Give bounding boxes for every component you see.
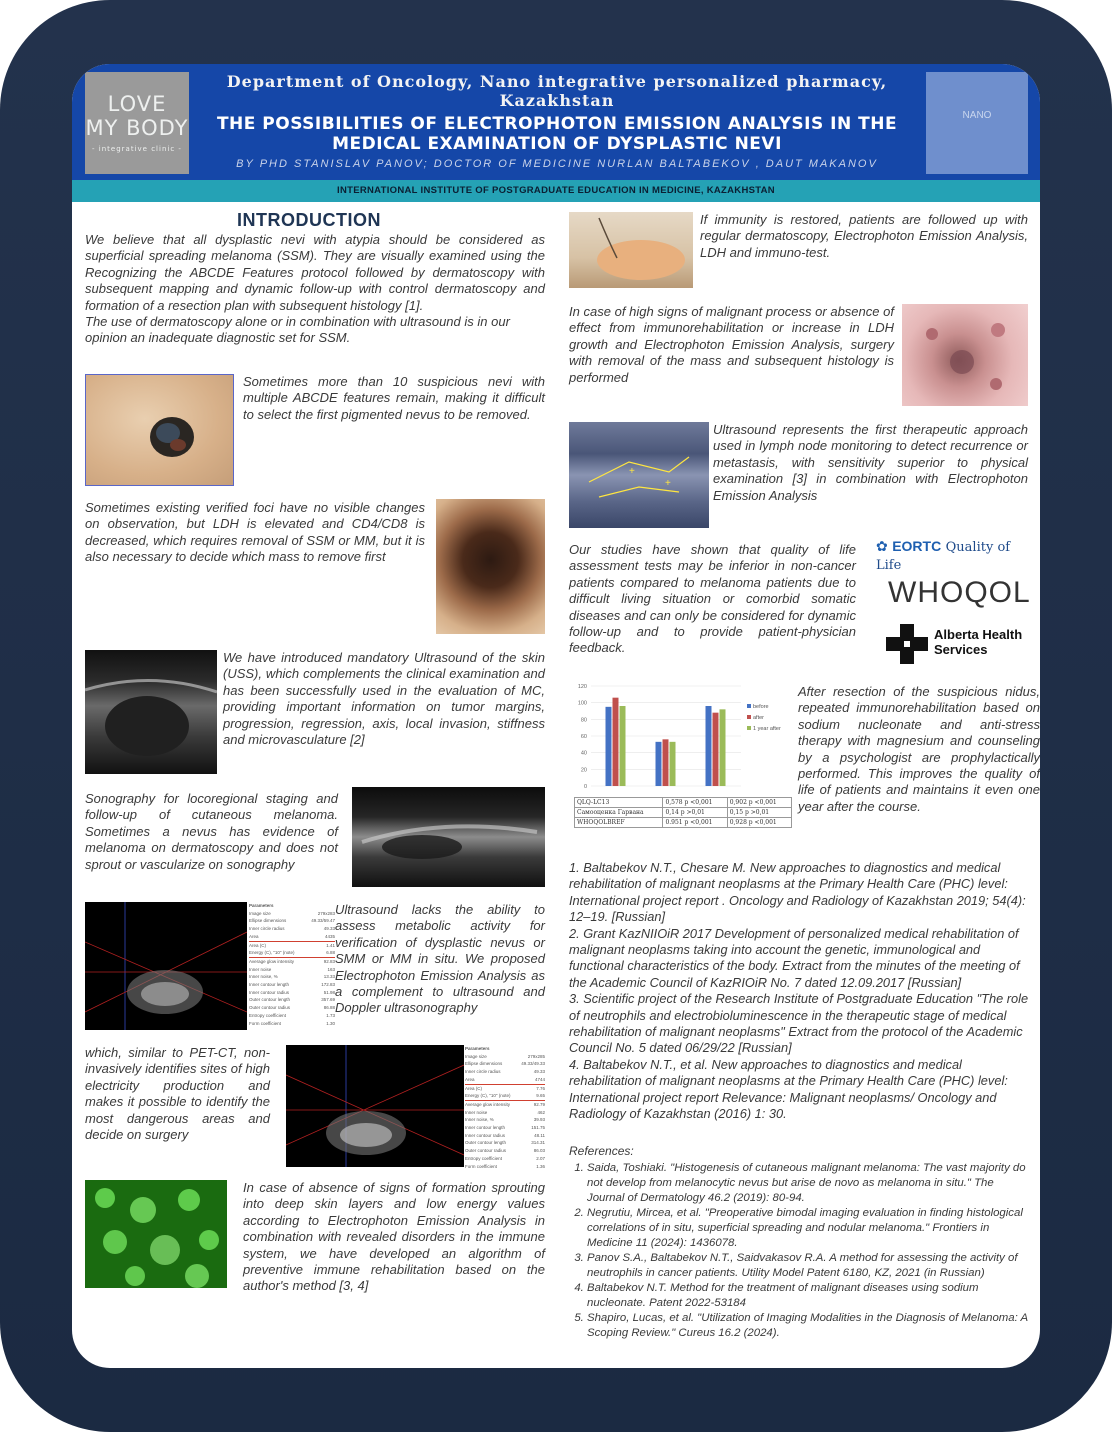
- institute-banner: [72, 180, 1040, 202]
- bar: [613, 698, 619, 786]
- table-cell: 0.951 p <0,001: [663, 818, 727, 828]
- param-row: [465, 1068, 545, 1076]
- eortc-logo: [876, 538, 1036, 573]
- legend-label: after: [753, 715, 765, 721]
- param-value: 1.73: [326, 1012, 335, 1018]
- param-row: [465, 1116, 545, 1124]
- logo-line: LOVE: [107, 92, 167, 116]
- param-label: Ellipse dimensions: [465, 1061, 503, 1067]
- param-row: [465, 1101, 545, 1109]
- y-tick-label: 120: [577, 684, 587, 690]
- param-label: Inner contour length: [249, 982, 290, 988]
- bar: [620, 706, 626, 786]
- ultrasound-texture: [85, 650, 217, 774]
- nevus-closeup-photo: [436, 499, 545, 634]
- lymph-node-text: Ultrasound represents the first therapeutic approach used in lymph node monitoring to detect recurrence or metastasis, with sensitivity superior to physical examination [3] in combination with Electrophoton Emission Analysis: [713, 422, 1028, 503]
- param-label: Area (C): [249, 942, 267, 948]
- references-title: References:: [569, 1144, 634, 1158]
- param-value: 2.07: [536, 1155, 545, 1161]
- table-row: [575, 798, 792, 808]
- sonography-image: [352, 787, 545, 887]
- table-row: [575, 808, 792, 818]
- param-label: Outer contour radius: [249, 1005, 291, 1011]
- intro-text-2: The use of dermatoscopy alone or in combination with ultrasound is in our opinion an inadequate diagnostic set for SSM.: [85, 314, 510, 346]
- svg-text:+: +: [629, 466, 635, 477]
- reference-entry: 3. Panov S.A., Baltabekov N.T., Saidvakasov R.A. A method for assessing the activity of neutrophils in cancer patients. Utility Model Patent 6180, KZ, 2021 (in Russian): [587, 1251, 1029, 1281]
- alberta-line: Services: [934, 642, 988, 657]
- param-label: Inner noise: [249, 966, 272, 972]
- param-label: Inner circle radius: [465, 1069, 501, 1075]
- param-label: Energy (C), "10" (note): [465, 1093, 511, 1099]
- table-row: [575, 818, 792, 828]
- param-rows: [249, 910, 335, 1028]
- param-label: Inner contour radius: [465, 1132, 506, 1138]
- param-row: [249, 981, 335, 989]
- nevus-lesion: [86, 375, 233, 485]
- absence-signs-text: In case of absence of signs of formation sprouting into deep skin layers and low energy values according to Electrophoton Emission Analysis in combination with revealed disorders in the immune system, we have developed an algorithm of preventive immune rehabilitation based on the author's method [3, 4]: [243, 1180, 545, 1294]
- logo-text: NANO: [962, 110, 992, 121]
- param-title: Parameters: [249, 903, 274, 908]
- param-value: 6.88: [326, 950, 335, 956]
- fluorescence-cells: [85, 1180, 227, 1288]
- param-value: 163: [327, 966, 335, 972]
- param-label: Average glow intensity: [465, 1101, 510, 1107]
- logo-line: MY BODY: [85, 116, 189, 140]
- after-resection-text: After resection of the suspicious nidus, repeated immunorehabilitation based on sodium nucleonate and anti-stress therapy with magnesium and counseling by a psychologist are prophylactically performed. This improves the quality of life of patients and maintains it even one year after the course.: [798, 684, 1040, 814]
- skin-ultrasound-image: [85, 650, 217, 774]
- alberta-text: [934, 627, 1022, 657]
- param-label: Image size: [465, 1053, 487, 1059]
- reference-item: 2. Grant KazNIIOiR 2017 Development of personalized medical rehabilitation of malignant neoplasms taking into account the genetic, immunological and functional characteristics of the body. Extract from the minutes of the meeting of the Academic Council of KazRIOiR No. 7 dated 12.09.2017 [Russian]: [569, 925, 1020, 990]
- param-row: [465, 1139, 545, 1147]
- param-row: [249, 917, 335, 925]
- references-list: [569, 1144, 1029, 1341]
- love-my-body-logo: [85, 72, 189, 174]
- svg-text:+: +: [665, 478, 671, 489]
- param-value: 49.33/49.33: [521, 1061, 545, 1067]
- quality-of-life-text: Our studies have shown that quality of life assessment tests may be inferior in non-cancer patients compared to melanoma patients due to difficult living situation or comorbid somatic diseases and can only be considered for dynamic follow-up and to provide patient-physician feedback.: [569, 542, 856, 656]
- param-label: Form coefficient: [465, 1163, 497, 1169]
- sonography-text: Sonography for locoregional staging and follow-up of cutaneous melanoma. Sometimes a nevus has evidence of melanoma on dermatoscopy and does not sprout or vascularize on sonography: [85, 791, 338, 872]
- intro-paragraph: [85, 232, 545, 347]
- whoqol-logo: WHOQOL: [888, 576, 1031, 609]
- reference-entry: 4. Baltabekov N.T. Method for the treatment of malignant diseases using sodium nucleonate. Patent 2022-53184: [587, 1281, 1029, 1311]
- bar: [606, 707, 612, 786]
- lymph-node-ultrasound: [569, 422, 709, 528]
- histology-texture: [902, 304, 1028, 406]
- param-row: [249, 996, 335, 1004]
- table-cell: Самооценка Гарвана: [575, 808, 663, 818]
- table-cell: 0,15 p >0,01: [727, 808, 791, 818]
- param-value: 13.33: [323, 974, 335, 980]
- y-tick-label: 80: [580, 717, 587, 724]
- param-value: 39.93: [533, 1117, 545, 1123]
- param-value: 49.33/59.47: [311, 918, 335, 924]
- eea-scan-image-2: [286, 1045, 464, 1167]
- eea-scan-glow-2: [286, 1045, 464, 1167]
- legend-swatch: [747, 715, 751, 719]
- param-value: 48.11: [534, 1132, 545, 1138]
- bar: [656, 742, 662, 786]
- param-value: 92.83: [323, 958, 335, 964]
- param-value: 279x283: [317, 910, 335, 916]
- lymph-node-markers: [569, 422, 709, 528]
- alberta-health-logo: [886, 624, 1036, 664]
- eortc-subtitle: Quality of Life: [876, 540, 1011, 573]
- param-label: Inner circle radius: [249, 926, 285, 932]
- param-label: Entropy coefficient: [249, 1012, 286, 1018]
- param-label: Inner noise, %: [465, 1117, 494, 1123]
- param-value: 279x285: [527, 1053, 545, 1059]
- y-tick-label: 0: [583, 784, 587, 790]
- param-row: [465, 1132, 545, 1140]
- table-cell: WHOQOLBREF: [575, 818, 663, 828]
- param-row: [249, 1004, 335, 1012]
- poster-title: THE POSSIBILITIES OF ELECTROPHOTON EMISSION ANALYSIS IN THE MEDICAL EXAMINATION OF DYSPLASTIC NEVI: [216, 114, 898, 154]
- fluorescence-microscopy-image: [85, 1180, 227, 1288]
- bar: [706, 706, 712, 786]
- nevus-photo: [85, 374, 234, 486]
- param-value: 1.30: [326, 1020, 335, 1026]
- param-row: [249, 973, 335, 981]
- quality-bar-chart: [569, 678, 791, 803]
- param-value: 49.33: [533, 1069, 545, 1075]
- suspicious-nevi-text: Sometimes more than 10 suspicious nevi with multiple ABCDE features remain, making it difficult to select the first pigmented nevus to be removed.: [243, 374, 545, 422]
- param-value: 7.76: [536, 1085, 545, 1091]
- uss-text: We have introduced mandatory Ultrasound of the skin (USS), which complements the clinical examination and has been successfully used in the evaluation of MC, providing important information on tumor margins, progression, regression, axis, local invasion, stiffness and microvasculature [2]: [223, 650, 545, 748]
- param-row: [465, 1147, 545, 1155]
- param-row: [465, 1076, 545, 1084]
- param-value: 4744: [534, 1076, 545, 1082]
- eea-parameters-table-2: [465, 1045, 545, 1167]
- param-row: [249, 910, 335, 918]
- eea-scan-glow: [85, 902, 247, 1030]
- param-row: [249, 989, 335, 997]
- param-label: Inner contour radius: [249, 989, 290, 995]
- bar: [720, 709, 726, 786]
- param-value: 4435: [324, 933, 335, 939]
- param-row: [249, 1020, 335, 1028]
- param-row: [465, 1163, 545, 1171]
- param-label: Form coefficient: [249, 1020, 281, 1026]
- param-value: 172.83: [321, 982, 335, 988]
- param-label: Outer contour length: [249, 997, 291, 1003]
- eea-parameters-table-1: [249, 902, 335, 1030]
- param-label: Energy (C), "10" (note): [249, 950, 295, 956]
- bar: [713, 713, 719, 786]
- quality-correlation-table: [574, 797, 792, 828]
- param-rows: [465, 1053, 545, 1171]
- param-row: [249, 1012, 335, 1020]
- histology-image: [902, 304, 1028, 406]
- header-banner: [72, 64, 1040, 180]
- param-value: 92.79: [533, 1101, 545, 1107]
- param-value: 151.75: [531, 1125, 545, 1131]
- table-cell: 0,902 p <0,001: [727, 798, 791, 808]
- param-row: [249, 933, 335, 941]
- reference-entry: 1. Saida, Toshiaki. "Histogenesis of cutaneous malignant melanoma: The vast majority do not develop from melanocytic nevus but arise de novo as melanoma in situ." The Journal of Dermatology 46.2 (2019): 80-94.: [587, 1161, 1029, 1206]
- param-label: Image size: [249, 910, 271, 916]
- param-value: 51.98: [323, 989, 335, 995]
- param-label: Area (C): [465, 1085, 483, 1091]
- department-title: Department of Oncology, Nano integrative personalized pharmacy, Kazakhstan: [226, 72, 888, 110]
- param-row: [249, 966, 335, 974]
- param-label: Outer contour length: [465, 1140, 507, 1146]
- reference-item: 4. Baltabekov N.T., et al. New approaches to diagnostics and medical rehabilitation of malignant neoplasms at the Primary Health Care (PHC) level: International project report Relevance: Malignant neoplasms/ Oncology and Radiology of Kazakhstan (2016) 1: 30.: [569, 1056, 1008, 1122]
- param-value: 1.41: [326, 942, 335, 948]
- y-tick-label: 100: [577, 700, 587, 707]
- bar-chart-svg: [569, 678, 791, 803]
- param-row: [249, 949, 335, 958]
- param-label: Outer contour radius: [465, 1148, 507, 1154]
- legend-label: before: [753, 704, 769, 710]
- param-label: Entropy coefficient: [465, 1155, 502, 1161]
- high-signs-text: In case of high signs of malignant process or absence of effect from immunorehabilitation or increase in LDH growth and Electrophoton Emission Analysis, surgery with removal of the mass and subsequent histology is performed: [569, 304, 894, 385]
- logo-line: - integrative clinic -: [92, 145, 182, 153]
- param-row: [249, 958, 335, 966]
- param-row: [465, 1084, 545, 1093]
- y-tick-label: 60: [580, 734, 587, 740]
- param-label: Ellipse dimensions: [249, 918, 287, 924]
- bar: [670, 742, 676, 786]
- table-cell: 0,928 p <0,001: [727, 818, 791, 828]
- reference-entry: 5. Shapiro, Lucas, et al. "Utilization of Imaging Modalities in the Diagnosis of Melanoma: A Scoping Review." Cureus 16.2 (2024).: [587, 1311, 1029, 1341]
- eortc-name: EORTC: [892, 538, 942, 554]
- reference-item: 1. Baltabekov N.T., Chesare M. New approaches to diagnostics and medical rehabilitation of malignant neoplasms at the Primary Health Care (PHC) level: International project report . Oncology and Radiology of Kazakhstan 2019; 54(4): 12–19. [Russian]: [569, 860, 1026, 925]
- eea-scan-image: [85, 902, 247, 1030]
- param-value: 314.31: [531, 1140, 545, 1146]
- param-row: [465, 1109, 545, 1117]
- param-row: [465, 1124, 545, 1132]
- ultrasound-lacks-text: Ultrasound lacks the ability to assess metabolic activity for verification of dysplastic nevus or SMM or MM in situ. We proposed Electrophoton Emission Analysis as a complement to ultrasound and Doppler ultrasonography: [335, 902, 545, 1016]
- param-row: [249, 925, 335, 933]
- intro-text: We believe that all dysplastic nevi with atypia should be considered as superficial spreading melanoma (SSM). They are visually examined using the Recognizing the ABCDE Features protocol followed by dermatoscopy with subsequent mapping and dynamic follow-up with control dermatoscopy and formation of a resection plan with subsequent histology [1].: [85, 232, 545, 313]
- y-tick-label: 40: [580, 750, 587, 757]
- references-numbered: [569, 860, 1029, 1123]
- param-row: [465, 1155, 545, 1163]
- param-row: [465, 1053, 545, 1061]
- introduction-heading: INTRODUCTION: [237, 210, 381, 230]
- param-row: [465, 1060, 545, 1068]
- table-cell: 0,14 p >0,01: [663, 808, 727, 818]
- alberta-cross-icon: [886, 624, 928, 664]
- param-label: Average glow intensity: [249, 958, 294, 964]
- param-value: 86.88: [323, 1005, 335, 1011]
- reference-item: 3. Scientific project of the Research Institute of Postgraduate Education "The role of neutrophils and electrobioluminescence in the therapeutic stage of medical rehabilitation of malignant neoplasms" Extract from the protocol of the Academic Council No. 5 dated 06/29/22 [Russian]: [569, 991, 1029, 1056]
- legend-label: 1 year after: [753, 726, 781, 732]
- legend-swatch: [747, 704, 751, 708]
- ldh-text: Sometimes existing verified foci have no visible changes on observation, but LDH is elevated and CD4/CD8 is decreased, which requires removal of SSM or MM, but it is also necessary to decide which mass to remove first: [85, 500, 425, 565]
- authors-line: BY PHD STANISLAV PANOV; DOCTOR OF MEDICINE NURLAN BALTABEKOV , DAUT MAKANOV: [236, 158, 878, 170]
- table-cell: 0,578 p <0,001: [663, 798, 727, 808]
- param-value: 9.65: [536, 1093, 545, 1099]
- param-label: Inner noise, %: [249, 974, 278, 980]
- nano-logo: [926, 72, 1028, 174]
- institute-name: INTERNATIONAL INSTITUTE OF POSTGRADUATE EDUCATION IN MEDICINE, KAZAKHSTAN: [337, 185, 775, 196]
- sonography-texture: [352, 787, 545, 887]
- param-value: 49.33: [323, 926, 335, 932]
- table-cell: QLQ-LC13: [575, 798, 663, 808]
- immunity-restored-text: If immunity is restored, patients are followed up with regular dermatoscopy, Electrophoton Emission Analysis, LDH and immuno-test.: [700, 212, 1028, 260]
- param-value: 462: [537, 1109, 545, 1115]
- bar: [663, 739, 669, 786]
- param-value: 86.03: [533, 1148, 545, 1154]
- poster: [72, 64, 1040, 1368]
- param-row: [465, 1092, 545, 1101]
- param-label: Inner contour length: [465, 1125, 506, 1131]
- param-value: 357.69: [321, 997, 335, 1003]
- param-label: Inner noise: [465, 1109, 488, 1115]
- y-tick-label: 20: [580, 767, 587, 774]
- eortc-icon: ✿: [876, 538, 888, 554]
- alberta-line: Alberta Health: [934, 627, 1023, 642]
- biopsy-photo: [569, 212, 693, 288]
- param-row: [249, 941, 335, 950]
- param-title: Parameters: [465, 1046, 490, 1051]
- param-label: Area: [465, 1076, 475, 1082]
- param-label: Area: [249, 933, 259, 939]
- pet-ct-text: which, similar to PET-CT, non-invasively identifies sites of high electricity production and makes it possible to identify the most dangerous areas and decide on surgery: [85, 1045, 270, 1143]
- biopsy-specimen: [569, 212, 693, 288]
- reference-entry: 2. Negrutiu, Mircea, et al. "Preoperative bimodal imaging evaluation in finding histological correlations of in situ, superficial spreading and nodular melanoma." Frontiers in Medicine 11 (2024): 1436078.: [587, 1206, 1029, 1251]
- legend-swatch: [747, 726, 751, 730]
- param-value: 1.36: [536, 1163, 545, 1169]
